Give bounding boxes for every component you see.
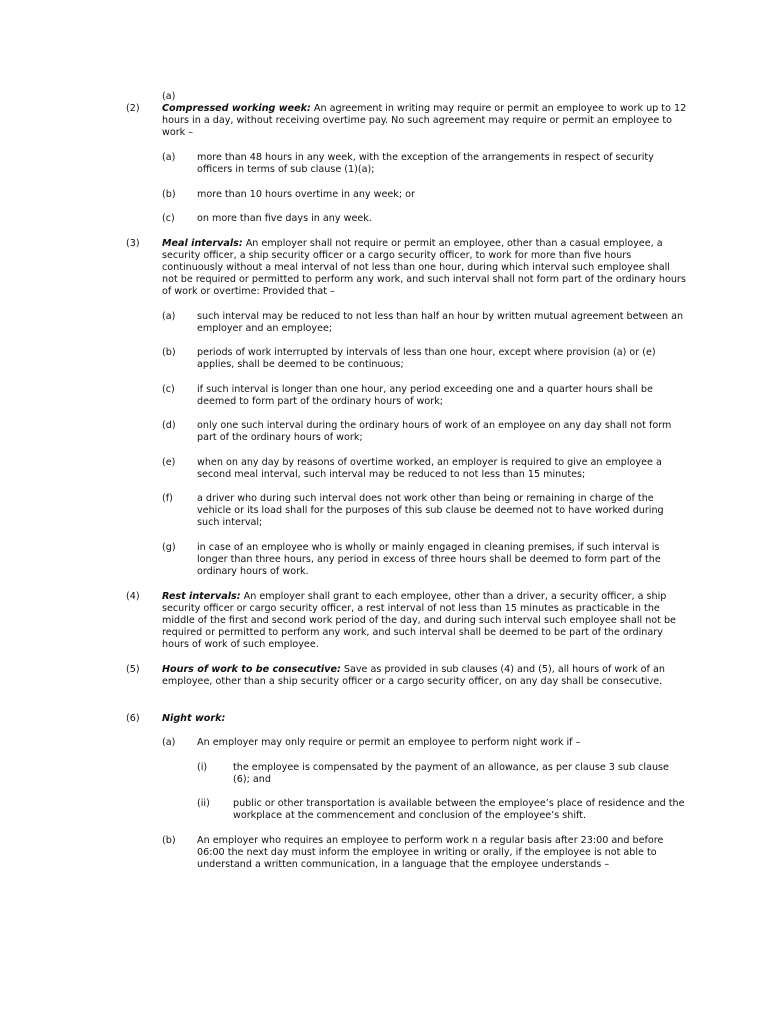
clause-6a-label: (a) — [162, 737, 176, 748]
clause-3-text: An employer shall not require or permit an employee, other than a casual employee, a security officer, a ship security officer or a cargo security officer, to work for more than five hours continuously without a meal interval of not less than one hour, during which interval such employee shall not be required or permitted to perform any work, and such interval shall not form part of the ordinary hours of work or overtime: Provided that – — [162, 238, 686, 297]
clause-4-heading: Rest intervals: — [162, 591, 241, 602]
clause-4-body — [162, 591, 687, 651]
clause-4-number: (4) — [126, 591, 140, 602]
clause-3-number: (3) — [126, 238, 140, 249]
clause-3-body — [162, 238, 687, 298]
clause-2a-text: more than 48 hours in any week, with the exception of the arrangements in respect of security officers in terms of sub clause (1)(a); — [197, 152, 654, 175]
clause-2b-label: (b) — [162, 189, 176, 200]
clause-4-text: An employer shall grant to each employee, other than a driver, a security officer, a ship security officer or cargo security officer, a rest interval of not less than 15 minutes as practicable in the middle of the first and second work period of the day, and during such interval such employee shall not be required or permitted to perform any work, and such interval shall be deemed to be part of the ordinary hours of work of such employee. — [162, 591, 676, 650]
clause-6b-text: An employer who requires an employee to perform work n a regular basis after 23:00 and before 06:00 the next day must inform the employee in writing or orally, if the employee is not able to understand a written communication, in a language that the employee understands – — [197, 835, 664, 870]
clause-5-body — [162, 664, 687, 688]
clause-3g-label: (g) — [162, 542, 176, 553]
clause-2a-label: (a) — [162, 152, 176, 163]
clause-3b-text: periods of work interrupted by intervals of less than one hour, except where provision (a) or (e) applies, shall be deemed to be continuous; — [197, 347, 656, 370]
clause-6b-label: (b) — [162, 835, 176, 846]
clause-3d-text: only one such interval during the ordinary hours of work of an employee on any day shall not form part of the ordinary hours of work; — [197, 420, 672, 443]
clause-3g-text: in case of an employee who is wholly or mainly engaged in cleaning premises, if such interval is longer than three hours, any period in excess of three hours shall be deemed to form part of the ordinary hours of work. — [197, 542, 661, 577]
clause-2-number: (2) — [126, 103, 140, 114]
clause-2c-text: on more than five days in any week. — [197, 213, 372, 224]
clause-3b-label: (b) — [162, 347, 176, 358]
clause-5-text: Save as provided in sub clauses (4) and (5), all hours of work of an employee, other than a ship security officer or a cargo security officer, on any day shall be consecutive. — [162, 664, 665, 687]
clause-3c-label: (c) — [162, 384, 175, 395]
clause-2-body — [162, 103, 687, 139]
clause-3a-text: such interval may be reduced to not less than half an hour by written mutual agreement between an employer and an employee; — [197, 311, 684, 334]
clause-6-number: (6) — [126, 713, 140, 724]
clause-5-heading: Hours of work to be consecutive: — [162, 664, 341, 675]
clause-6a-text: An employer may only require or permit an employee to perform night work if – — [197, 737, 581, 748]
clause-5-number: (5) — [126, 664, 140, 675]
clause-3f-label: (f) — [162, 493, 173, 504]
clause-6a-i-text: the employee is compensated by the payment of an allowance, as per clause 3 sub clause (6); and — [233, 762, 669, 785]
clause-3e-text: when on any day by reasons of overtime worked, an employer is required to give an employee a second meal interval, such interval may be reduced to not less than 15 minutes; — [197, 457, 662, 480]
clause-6a-ii-label: (ii) — [197, 798, 210, 809]
clause-3-heading: Meal intervals: — [162, 238, 243, 249]
clause-2-heading: Compressed working week: — [162, 103, 311, 114]
clause-6-heading — [162, 713, 225, 725]
clause-6-heading-text: Night work: — [162, 713, 226, 724]
clause-3f-text: a driver who during such interval does not work other than being or remaining in charge of the vehicle or its load shall for the purposes of this sub clause be deemed not to have worked during such interval; — [197, 493, 664, 528]
top-fragment-label: (a) — [162, 91, 176, 102]
clause-2b-text: more than 10 hours overtime in any week; or — [197, 189, 415, 200]
clause-6a-i-label: (i) — [197, 762, 208, 773]
clause-3a-label: (a) — [162, 311, 176, 322]
clause-6a-ii-text: public or other transportation is available between the employee’s place of residence and the workplace at the commencement and conclusion of the employee’s shift. — [233, 798, 685, 821]
clause-2c-label: (c) — [162, 213, 175, 224]
clause-3c-text: if such interval is longer than one hour, any period exceeding one and a quarter hours shall be deemed to form part of the ordinary hours of work; — [197, 384, 653, 407]
clause-3d-label: (d) — [162, 420, 176, 431]
clause-3e-label: (e) — [162, 457, 176, 468]
clause-2-text: An agreement in writing may require or permit an employee to work up to 12 hours in a day, without receiving overtime pay. No such agreement may require or permit an employee to work – — [162, 103, 687, 138]
